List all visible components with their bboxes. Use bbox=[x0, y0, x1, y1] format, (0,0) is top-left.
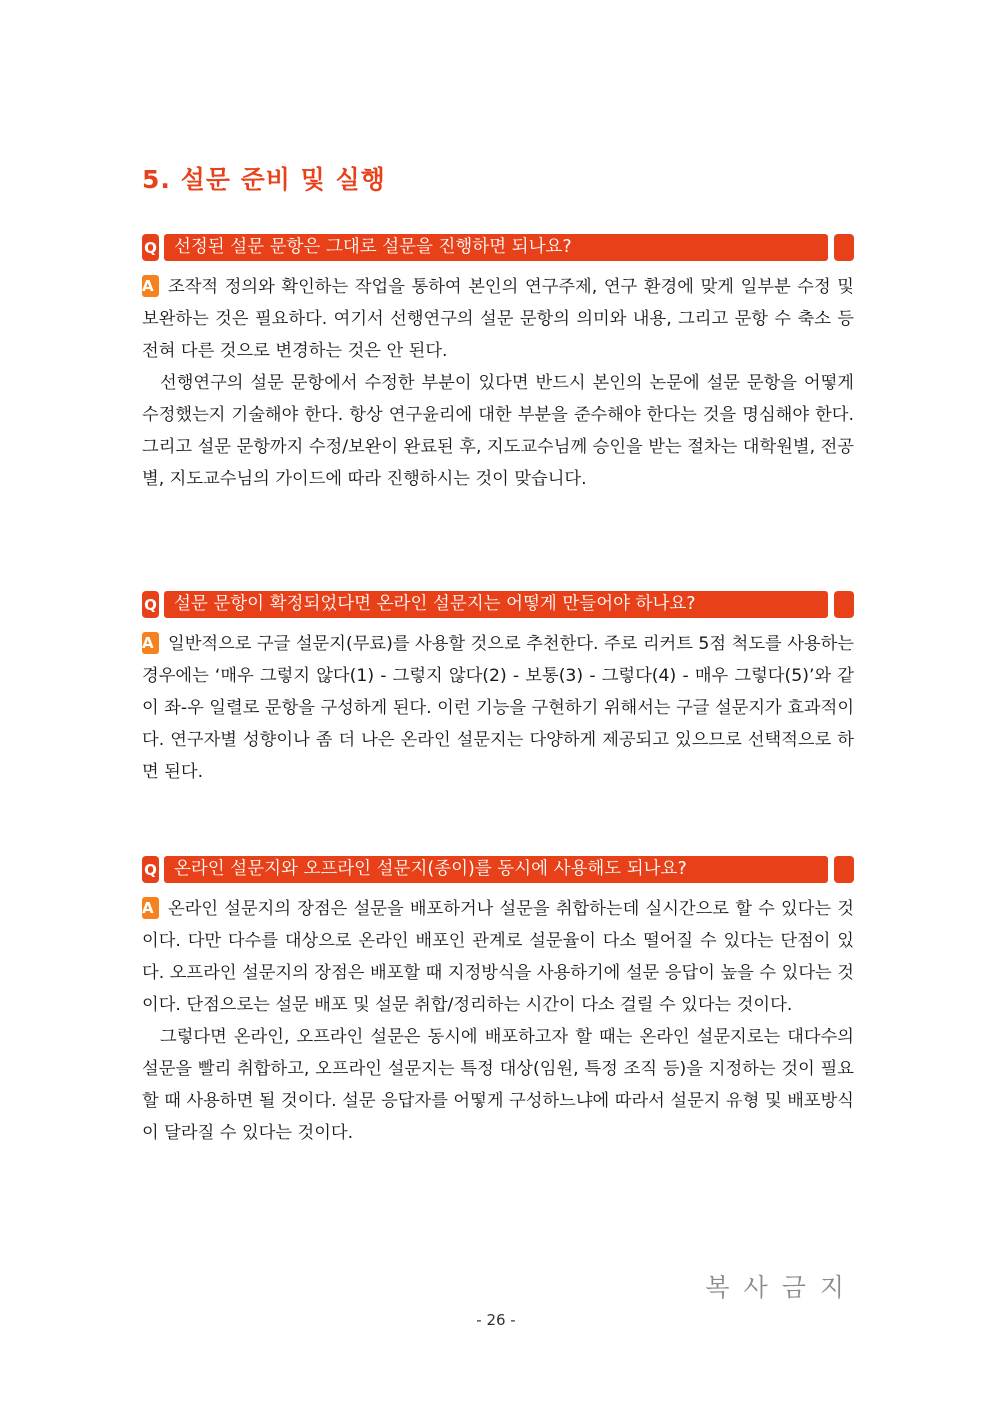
question-text: 선정된 설문 문항은 그대로 설문을 진행하면 되나요? bbox=[164, 234, 828, 261]
answer-text: 온라인 설문지의 장점은 설문을 배포하거나 설문을 취합하는데 실시간으로 할 수 있다는 것이다. 다만 다수를 대상으로 온라인 배포인 관계로 설문율이 다소 떨어질 수 있다는 단점이 있다. 오프라인 설문지의 장점은 배포할 때 지정방식을 사용하기에 설문 응답이 높을 수 있다는 것이다. 단점으로는 설문 배포 및 설문 취합/정리하는 시간이 다소 걸릴 수 있다는 것이다. bbox=[142, 899, 854, 1015]
question-text: 설문 문항이 확정되었다면 온라인 설문지는 어떻게 만들어야 하나요? bbox=[164, 591, 828, 618]
page-number: - 26 - bbox=[476, 1311, 516, 1329]
qa-block-2 bbox=[142, 591, 854, 788]
answer-paragraph: 그렇다면 온라인, 오프라인 설문은 동시에 배포하고자 할 때는 온라인 설문지로는 대다수의 설문을 빨리 취합하고, 오프라인 설문지는 특정 대상(임원, 특정 조직 등)을 지정하는 것이 필요할 때 사용하면 될 것이다. 설문 응답자를 어떻게 구성하느냐에 따라서 설문지 유형 및 배포방식이 달라질 수 있다는 것이다. bbox=[142, 1027, 854, 1143]
q-badge: Q bbox=[142, 234, 159, 261]
question-bar bbox=[142, 591, 854, 618]
question-bar-tab bbox=[834, 591, 854, 618]
answer-paragraph: 선행연구의 설문 문항에서 수정한 부분이 있다면 반드시 본인의 논문에 설문 문항을 어떻게 수정했는지 기술해야 한다. 항상 연구윤리에 대한 부분을 준수해야 한다는 것을 명심해야 한다. 그리고 설문 문항까지 수정/보완이 완료된 후, 지도교수님께 승인을 받는 절차는 대학원별, 전공별, 지도교수님의 가이드에 따라 진행하시는 것이 맞습니다. bbox=[142, 373, 854, 489]
q-badge: Q bbox=[142, 856, 159, 883]
question-bar-tab bbox=[834, 234, 854, 261]
a-badge: A bbox=[142, 632, 159, 654]
copy-prohibited-stamp: 복사금지 bbox=[705, 1273, 858, 1302]
section-title: 5. 설문 준비 및 실행 bbox=[142, 165, 386, 194]
question-bar bbox=[142, 234, 854, 261]
a-badge: A bbox=[142, 275, 159, 297]
qa-block-1 bbox=[142, 234, 854, 495]
answer-body bbox=[142, 893, 854, 1149]
answer-body bbox=[142, 628, 854, 788]
qa-block-3 bbox=[142, 856, 854, 1149]
question-text: 온라인 설문지와 오프라인 설문지(종이)를 동시에 사용해도 되나요? bbox=[164, 856, 828, 883]
answer-body bbox=[142, 271, 854, 495]
answer-text: 일반적으로 구글 설문지(무료)를 사용할 것으로 추천한다. 주로 리커트 5점 척도를 사용하는 경우에는 ‘매우 그렇지 않다(1) - 그렇지 않다(2) - 보통(3) - 그렇다(4) - 매우 그렇다(5)’와 같이 좌-우 일렬로 문항을 구성하게 된다. 이런 기능을 구현하기 위해서는 구글 설문지가 효과적이다. 연구자별 성향이나 좀 더 나은 온라인 설문지는 다양하게 제공되고 있으므로 선택적으로 하면 된다. bbox=[142, 634, 855, 782]
question-bar bbox=[142, 856, 854, 883]
answer-text: 조작적 정의와 확인하는 작업을 통하여 본인의 연구주제, 연구 환경에 맞게 일부분 수정 및 보완하는 것은 필요하다. 여기서 선행연구의 설문 문항의 의미와 내용, 그리고 문항 수 축소 등 전혀 다른 것으로 변경하는 것은 안 된다. bbox=[142, 277, 854, 361]
q-badge: Q bbox=[142, 591, 159, 618]
a-badge: A bbox=[142, 897, 159, 919]
question-bar-tab bbox=[834, 856, 854, 883]
answer-paragraph bbox=[142, 271, 854, 367]
answer-paragraph bbox=[142, 893, 854, 1021]
answer-paragraph bbox=[142, 628, 854, 788]
